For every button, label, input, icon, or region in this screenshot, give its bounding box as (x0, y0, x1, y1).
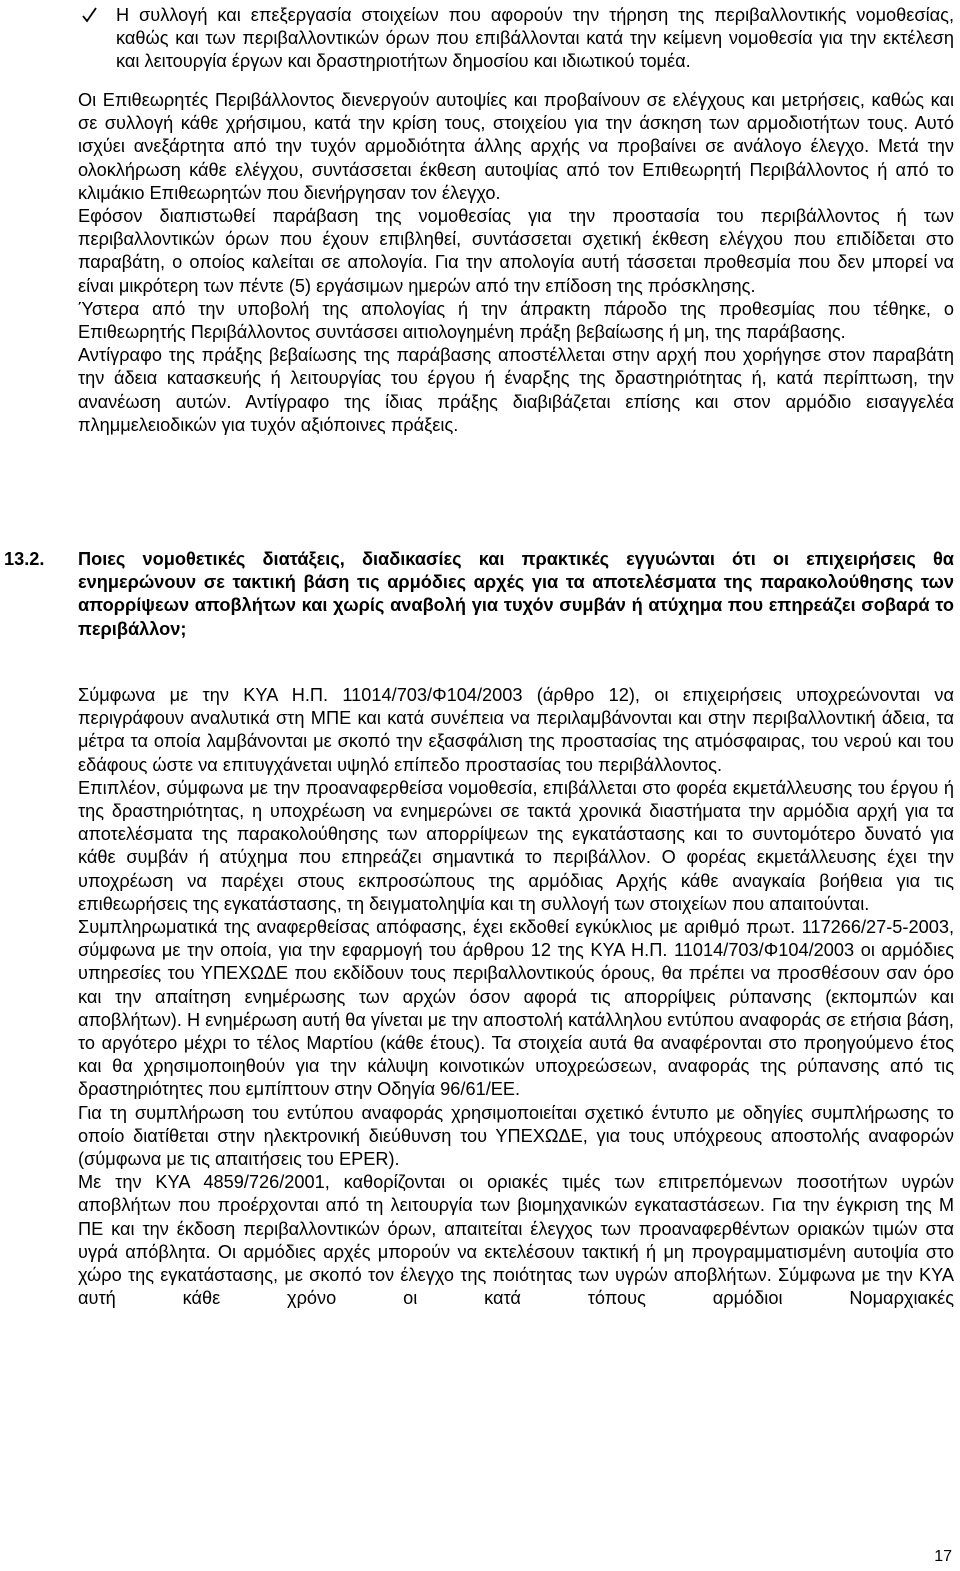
answer-paragraph-1: Σύμφωνα με την ΚΥΑ Η.Π. 11014/703/Φ104/2003 (άρθρο 12), οι επιχειρήσεις υποχρεώνονται να περιγράφουν αναλυτικά στη ΜΠΕ και κατά συνέπεια να περιλαμβάνονται και στην περιβαλλοντική άδεια, τα μέτρα τα οποία λαμβάνονται με σκοπό την εξασφάλιση της προστασίας της ατμόσφαιρας, του νερού και του εδάφους ώστε να επιτυγχάνεται υψηλό επίπεδο προστασίας του περιβάλλοντος. (78, 685, 954, 775)
answer-paragraph-5: Με την ΚΥΑ 4859/726/2001, καθορίζονται οι οριακές τιμές των επιτρεπόμενων ποσοτήτων υγρών αποβλήτων που προέρχονται από τη λειτουργία των βιομηχανικών εγκαταστάσεων. Για την έγκριση της Μ ΠΕ και την έκδοση περιβαλλοντικών όρων, απαιτείται έλεγχος των προαναφερθέντων οριακών τιμών στα υγρά απόβλητα. Οι αρμόδιες αρχές μπορούν να εκτελέσουν τακτική ή μη προγραμματισμένη αυτοψία στο χώρο της εγκατάστασης, με σκοπό τον έλεγχο της ποιότητας των υγρών αποβλήτων. Σύμφωνα με την ΚΥΑ αυτή κάθε χρόνο οι κατά τόπους αρμόδιοι Νομαρχιακές (78, 1172, 954, 1309)
page-number: 17 (934, 1548, 952, 1565)
inspection-paragraph-3: Ύστερα από την υποβολή της απολογίας ή την άπρακτη πάροδο της προθεσμίας που τέθηκε, ο Επιθεωρητής Περιβάλλοντος συντάσσει αιτιολογημένη πράξη βεβαίωσης ή μη, της παράβασης. (78, 298, 954, 343)
question-number: 13.2. (4, 549, 45, 569)
inspection-paragraph-4: Αντίγραφο της πράξης βεβαίωσης της παράβασης αποστέλλεται στην αρχή που χορήγησε στον παραβάτη την άδεια κατασκευής ή λειτουργίας του έργου ή έναρξης της δραστηριότητας ή, κατά περίπτωση, την ανανέωση αυτών. Αντίγραφο της ίδιας πράξης διαβιβάζεται επίσης και στον αρμόδιο εισαγγελέα πλημμελειοδικών για τυχόν αξιόποινες πράξεις. (78, 345, 954, 435)
answer-paragraph-4: Για τη συμπλήρωση του εντύπου αναφοράς χρησιμοποιείται σχετικό έντυπο με οδηγίες συμπλήρωσης το οποίο διατίθεται στην ηλεκτρονική διεύθυνση του ΥΠΕΧΩΔΕ, για τους υπόχρεους αποστολής αναφορών (σύμφωνα με τις απαιτήσεις του EPER). (78, 1102, 954, 1170)
inspection-paragraph-2: Εφόσον διαπιστωθεί παράβαση της νομοθεσίας για την προστασία του περιβάλλοντος ή των περιβαλλοντικών όρων που έχουν επιβληθεί, συντάσσεται σχετική έκθεση ελέγχου που επιδίδεται στο παραβάτη, ο οποίος καλείται σε απολογία. Για την απολογία αυτή τάσσεται προθεσμία που δεν μπορεί να είναι μικρότερη των πέντε (5) εργάσιμων ημερών από την επίδοση της πρόσκλησης. (78, 206, 954, 296)
answer-section (78, 684, 954, 1310)
checklist-item (92, 4, 954, 74)
question-heading: Ποιες νομοθετικές διατάξεις, διαδικασίες και πρακτικές εγγυώνται ότι οι επιχειρήσεις θα ενημερώνουν σε τακτική βάση τις αρμόδιες αρχές για τα αποτελέσματα της παρακολούθησης των απορρίψεων αποβλήτων και χωρίς αναβολή για τυχόν συμβάν ή ατύχημα που επηρεάζει σοβαρά το περιβάλλον; (78, 549, 954, 639)
checklist-item-text: Η συλλογή και επεξεργασία στοιχείων που αφορούν την τήρηση της περιβαλλοντικής νομοθεσίας, καθώς και των περιβαλλοντικών όρων που επιβάλλονται κατά την κείμενη νομοθεσία για την εκτέλεση και λειτουργία έργων και δραστηριοτήτων δημοσίου και ιδιωτικού τομέα. (116, 5, 954, 72)
checkmark-icon (82, 6, 98, 24)
answer-paragraph-2: Επιπλέον, σύμφωνα με την προαναφερθείσα νομοθεσία, επιβάλλεται στο φορέα εκμετάλλευσης του έργου ή της δραστηριότητας, η υποχρέωση να ενημερώνει σε τακτά χρονικά διαστήματα την αρμόδια αρχή για τα αποτελέσματα της παρακολούθησης των απορρίψεων της εγκατάστασης και το συντομότερο δυνατό για κάθε συμβάν ή ατύχημα που επηρεάζει σημαντικά το περιβάλλον. Ο φορέας εκμετάλλευσης έχει την υποχρέωση να παρέχει στους εκπροσώπους της αρμόδιας Αρχής κάθε αναγκαία βοήθεια για τις επιθεωρήσεις της εγκατάστασης, τη δειγματοληψία και τη συλλογή των στοιχείων που απαιτούνται. (78, 777, 954, 914)
inspection-section (78, 89, 954, 437)
inspection-paragraph-1: Οι Επιθεωρητές Περιβάλλοντος διενεργούν αυτοψίες και προβαίνουν σε ελέγχους και μετρήσεις, καθώς και σε συλλογή κάθε χρήσιμου, κατά την κρίση τους, στοιχείου για την άσκηση των αρμοδιοτήτων τους. Αυτό ισχύει ανεξάρτητα από την τυχόν αρμοδιότητα άλλης αρχής να προβαίνει σε ανάλογο έλεγχο. Μετά την ολοκλήρωση κάθε ελέγχου, συντάσσεται έκθεση αυτοψίας από τον Επιθεωρητή Περιβάλλοντος ή από το κλιμάκιο Επιθεωρητών που διενήργησαν τον έλεγχο. (78, 90, 954, 203)
answer-paragraph-3: Συμπληρωματικά της αναφερθείσας απόφασης, έχει εκδοθεί εγκύκλιος με αριθμό πρωτ. 117266/27-5-2003, σύμφωνα με την οποία, για την εφαρμογή του άρθρου 12 της ΚΥΑ Η.Π. 11014/703/Φ104/2003 οι αρμόδιες υπηρεσίες του ΥΠΕΧΩΔΕ που εκδίδουν τους περιβαλλοντικούς όρους, θα πρέπει να προσθέσουν σαν όρο και την απαίτηση ενημέρωσης των αρχών όσον αφορά τις απορρίψεις ρύπανσης (εκπομπών και αποβλήτων). Η ενημέρωση αυτή θα γίνεται με την αποστολή κατάλληλου εντύπου αναφοράς σε ετήσια βάση, το αργότερο μέχρι το τέλος Μαρτίου (κάθε έτους). Τα στοιχεία αυτά θα αναφέρονται στο προηγούμενο έτος και θα χρησιμοποιηθούν για την κάλυψη κοινοτικών υποχρεώσεων, αναφοράς της ρύπανσης από τις δραστηριότητες που εμπίπτουν στην Οδηγία 96/61/ΕΕ. (78, 917, 954, 1100)
